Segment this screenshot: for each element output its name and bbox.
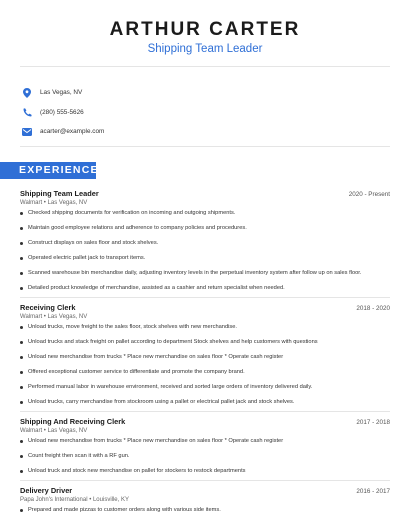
job-employer: Walmart • Las Vegas, NV: [20, 428, 88, 434]
job-dates: 2017 - 2018: [356, 419, 390, 426]
job-bullets: [20, 209, 390, 292]
job-divider: [20, 480, 390, 481]
company-name: Walmart: [20, 200, 43, 206]
bullet-item: Performed manual labor in warehouse environment, received and sorted large orders of inventory delivered daily.: [20, 383, 390, 391]
company-location: Louisville, KY: [92, 497, 129, 503]
company-location: Las Vegas, NV: [47, 200, 88, 206]
email-text: acarter@example.com: [40, 128, 105, 136]
job-title: Delivery Driver: [20, 486, 73, 495]
job-entry: [20, 189, 390, 292]
job-title: Shipping And Receiving Clerk: [20, 417, 126, 426]
contact-email: [22, 122, 382, 142]
job-title: Receiving Clerk: [20, 303, 76, 312]
job-entry: [20, 486, 390, 514]
bullet-item: Maintain good employee relations and adherence to company policies and procedures.: [20, 224, 390, 232]
bullet-item: Prepared and made pizzas to customer orders along with various side items.: [20, 506, 390, 514]
bullet-item: Operated electric pallet jack to transport items.: [20, 254, 390, 262]
bullet-item: Checked shipping documents for verification on incoming and outgoing shipments.: [20, 209, 390, 217]
location-pin-icon: [22, 88, 32, 98]
company-name: Walmart: [20, 314, 43, 320]
bullet-item: Unload trucks and stack freight on pallet according to department Stock shelves and help customers with questions: [20, 338, 390, 346]
bullet-item: Offered exceptional customer service to differentiate and promote the company brand.: [20, 368, 390, 376]
contact-location: [22, 83, 382, 103]
job-entry: [20, 417, 390, 475]
contact-phone: [22, 103, 382, 123]
bullet-item: Unload truck and stock new merchandise on pallet for stockers to restock departments: [20, 467, 390, 475]
company-name: Papa John's International: [20, 497, 88, 503]
phone-text: (280) 555-5626: [40, 108, 84, 116]
job-divider: [20, 411, 390, 412]
job-divider: [20, 297, 390, 298]
job-bullets: [20, 506, 390, 514]
job-bullets: [20, 323, 390, 406]
bullet-item: Unload trucks, carry merchandise from stockroom using a pallet or electrical pallet jack and stock shelves.: [20, 398, 390, 406]
job-title: Shipping Team Leader: [20, 189, 99, 198]
job-employer: Walmart • Las Vegas, NV: [20, 314, 88, 320]
bullet-item: Unload new merchandise from trucks * Place new merchandise on sales floor * Operate cash register: [20, 353, 390, 361]
contact-block: [22, 83, 382, 142]
bullet-item: Scanned warehouse bin merchandise daily, adjusting inventory levels in the perpetual inventory system after follow up on sales floor.: [20, 269, 390, 277]
bullet-item: Unload trucks, move freight to the sales floor, stock shelves with new merchandise.: [20, 323, 390, 331]
candidate-title: Shipping Team Leader: [147, 43, 263, 55]
job-dates: 2016 - 2017: [356, 488, 390, 495]
bullet-item: Detailed product knowledge of merchandise, assisted as a cashier and return specialist when needed.: [20, 284, 390, 292]
job-employer: Walmart • Las Vegas, NV: [20, 200, 88, 206]
bullet-item: Unload new merchandise from trucks * Place new merchandise on sales floor * Operate cash register: [20, 437, 390, 445]
bullet-item: Construct displays on sales floor and stock shelves.: [20, 239, 390, 247]
location-text: Las Vegas, NV: [40, 89, 83, 97]
bullet-item: Count freight then scan it with a RF gun.: [20, 452, 390, 460]
job-dates: 2018 - 2020: [356, 305, 390, 312]
experience-heading: EXPERIENCE: [0, 162, 96, 179]
phone-icon: [22, 107, 32, 117]
header-divider: [20, 66, 390, 67]
job-entry: [20, 303, 390, 406]
job-employer: Papa John's International • Louisville, KY: [20, 497, 129, 503]
contact-divider: [20, 146, 390, 147]
company-location: Las Vegas, NV: [47, 428, 88, 434]
candidate-name: ARTHUR CARTER: [109, 19, 301, 40]
job-bullets: [20, 437, 390, 475]
experience-list: [20, 189, 390, 521]
resume-header: [0, 0, 410, 56]
company-location: Las Vegas, NV: [47, 314, 88, 320]
envelope-icon: [22, 127, 32, 137]
company-name: Walmart: [20, 428, 43, 434]
job-dates: 2020 - Present: [348, 191, 390, 198]
